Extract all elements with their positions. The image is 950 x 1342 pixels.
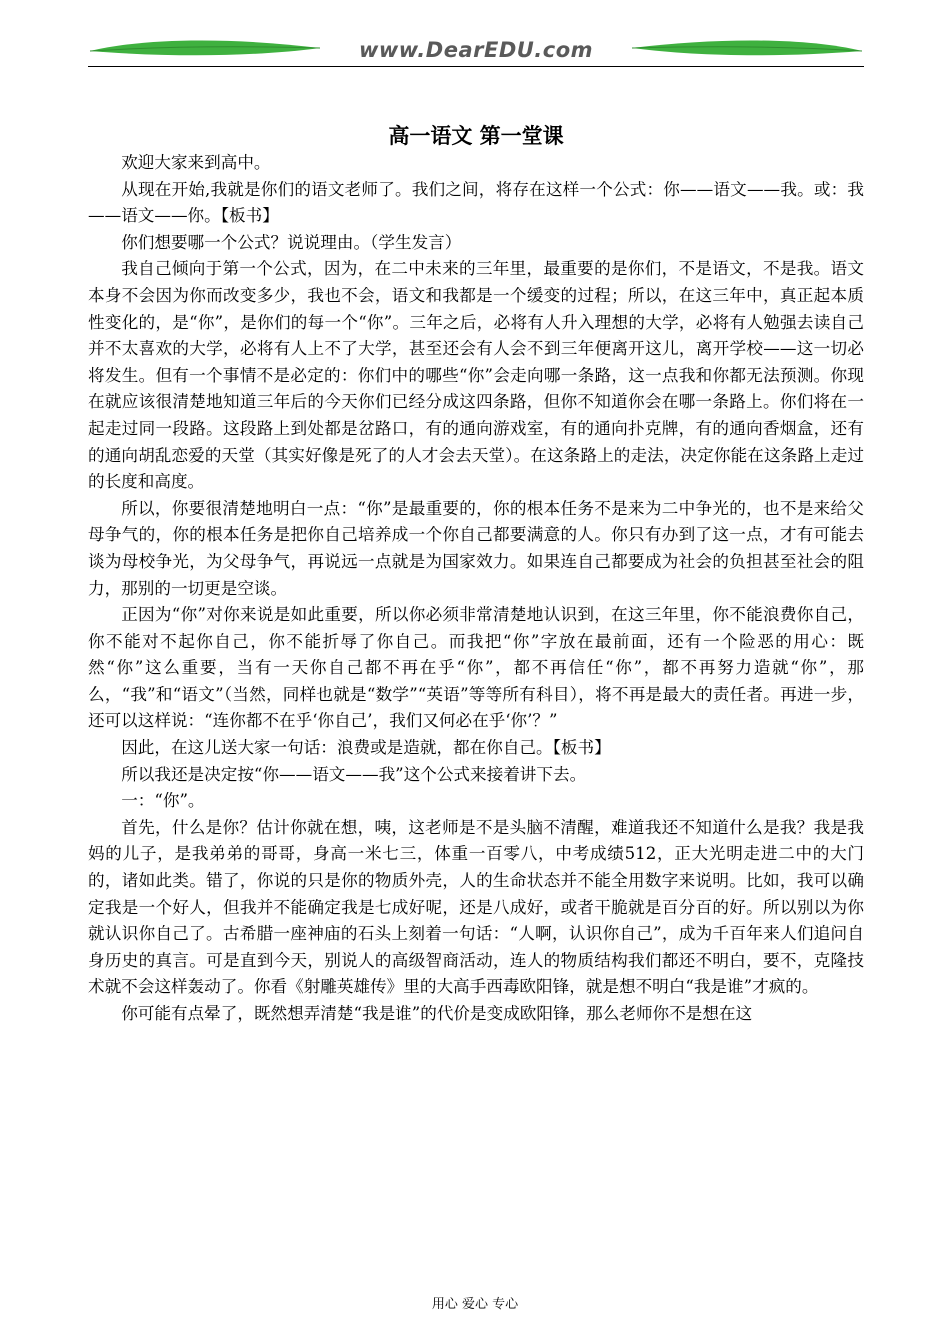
paragraph: 你可能有点晕了，既然想弄清楚“我是谁”的代价是变成欧阳锋，那么老师你不是想在这 (121, 1004, 753, 1023)
paragraph: 我自己倾向于第一个公式，因为，在二中未来的三年里，最重要的是你们，不是语文，不是我。语文本身不会因为你而改变多少，我也不会，语文和我都是一个缓变的过程；所以，在这三年中，真正起本质性变化的，是“你”，是你们的每一个“你”。三年之后，必将有人升入理想的大学，必将有人勉强去读自己并不太喜欢的大学，必将有人上不了大学，甚至还会有人会不到三年便离开这儿，离开学校——这一切必将发生。但有一个事情不是必定的：你们中的哪些“你”会走向哪一条路，这一点我和你都无法预测。你现在就应该很清楚地知道三年后的今天你们已经分成这四条路，但你不知道你会在哪一条路上。你们将在一起走过同一段路。这段路上到处都是岔路口，有的通向游戏室，有的通向扑克牌，有的通向香烟盒，还有的通向胡乱恋爱的天堂（其实好像是死了的人才会去天堂）。在这条路上的走法，决定你能在这条路上走过的长度和高度。 (88, 259, 864, 492)
page-footer: 用心 爱心 专心 (431, 1297, 519, 1312)
paragraph: 所以，你要很清楚地明白一点：“你”是最重要的，你的根本任务不是来为二中争光的，也不是来给父母争气的，你的根本任务是把你自己培养成一个你自己都要满意的人。你只有办到了这一点，才有可能去谈为母校争光，为父母争气，再说远一点就是为国家效力。如果连自己都要成为社会的负担甚至社会的阻力，那别的一切更是空谈。 (88, 498, 864, 598)
page-title: 高一语文 第一堂课 (388, 123, 564, 148)
header-divider (88, 66, 864, 67)
paragraph: 一：“你”。 (121, 791, 205, 811)
paragraph: 首先，什么是你？估计你就在想，咦，这老师是不是头脑不清醒，难道我还不知道什么是我？我是我妈的儿子，是我弟弟的哥哥，身高一米七三，体重一百零八，中考成绩512，正大光明走进二中的大门的，诸如此类。错了，你说的只是你的物质外壳，人的生命状态并不能全用数字来说明。比如，我可以确定我是一个好人，但我并不能确定我是七成好呢，还是八成好，或者干脆就是百分百的好。所以别以为你就认识你自己了。古希腊一座神庙的石头上刻着一句话：“人啊，认识你自己”，成为千百年来人们追问自身历史的真言。可是直到今天，别说人的高级智商活动，连人的物质结构我们都还不明白，要不，克隆技术就不会这样轰动了。你看《射雕英雄传》里的大高手西毒欧阳锋，就是想不明白“我是谁”才疯的。 (88, 817, 864, 997)
paragraph: 从现在开始,我就是你们的语文老师了。我们之间，将存在这样一个公式：你——语文——我。或：我——语文——你。【板书】 (88, 179, 864, 226)
page-header (88, 34, 864, 68)
document-body (88, 150, 864, 1028)
paragraph: 正因为“你”对你来说是如此重要，所以你必须非常清楚地认识到，在这三年里，你不能浪费你自己，你不能对不起你自己，你不能折辱了你自己。而我把“你”字放在最前面，还有一个险恶的用心：既然“你”这么重要，当有一天你自己都不再在乎“你”，都不再信任“你”，都不再努力造就“你”，那么，“我”和“语文”（当然，同样也就是“数学”“英语”等等所有科目），将不再是最大的责任者。再进一步，还可以这样说：“连你都不在乎‘你自己’，我们又何必在乎‘你’？” (88, 605, 864, 731)
paragraph: 你们想要哪一个公式？说说理由。（学生发言） (121, 232, 462, 252)
paragraph: 欢迎大家来到高中。 (121, 153, 271, 172)
paragraph: 因此，在这儿送大家一句话：浪费或是造就，都在你自己。【板书】 (121, 738, 611, 758)
paragraph: 所以我还是决定按“你——语文——我”这个公式来接着讲下去。 (121, 764, 587, 784)
site-name[interactable]: www.DearEDU.com (358, 38, 594, 62)
